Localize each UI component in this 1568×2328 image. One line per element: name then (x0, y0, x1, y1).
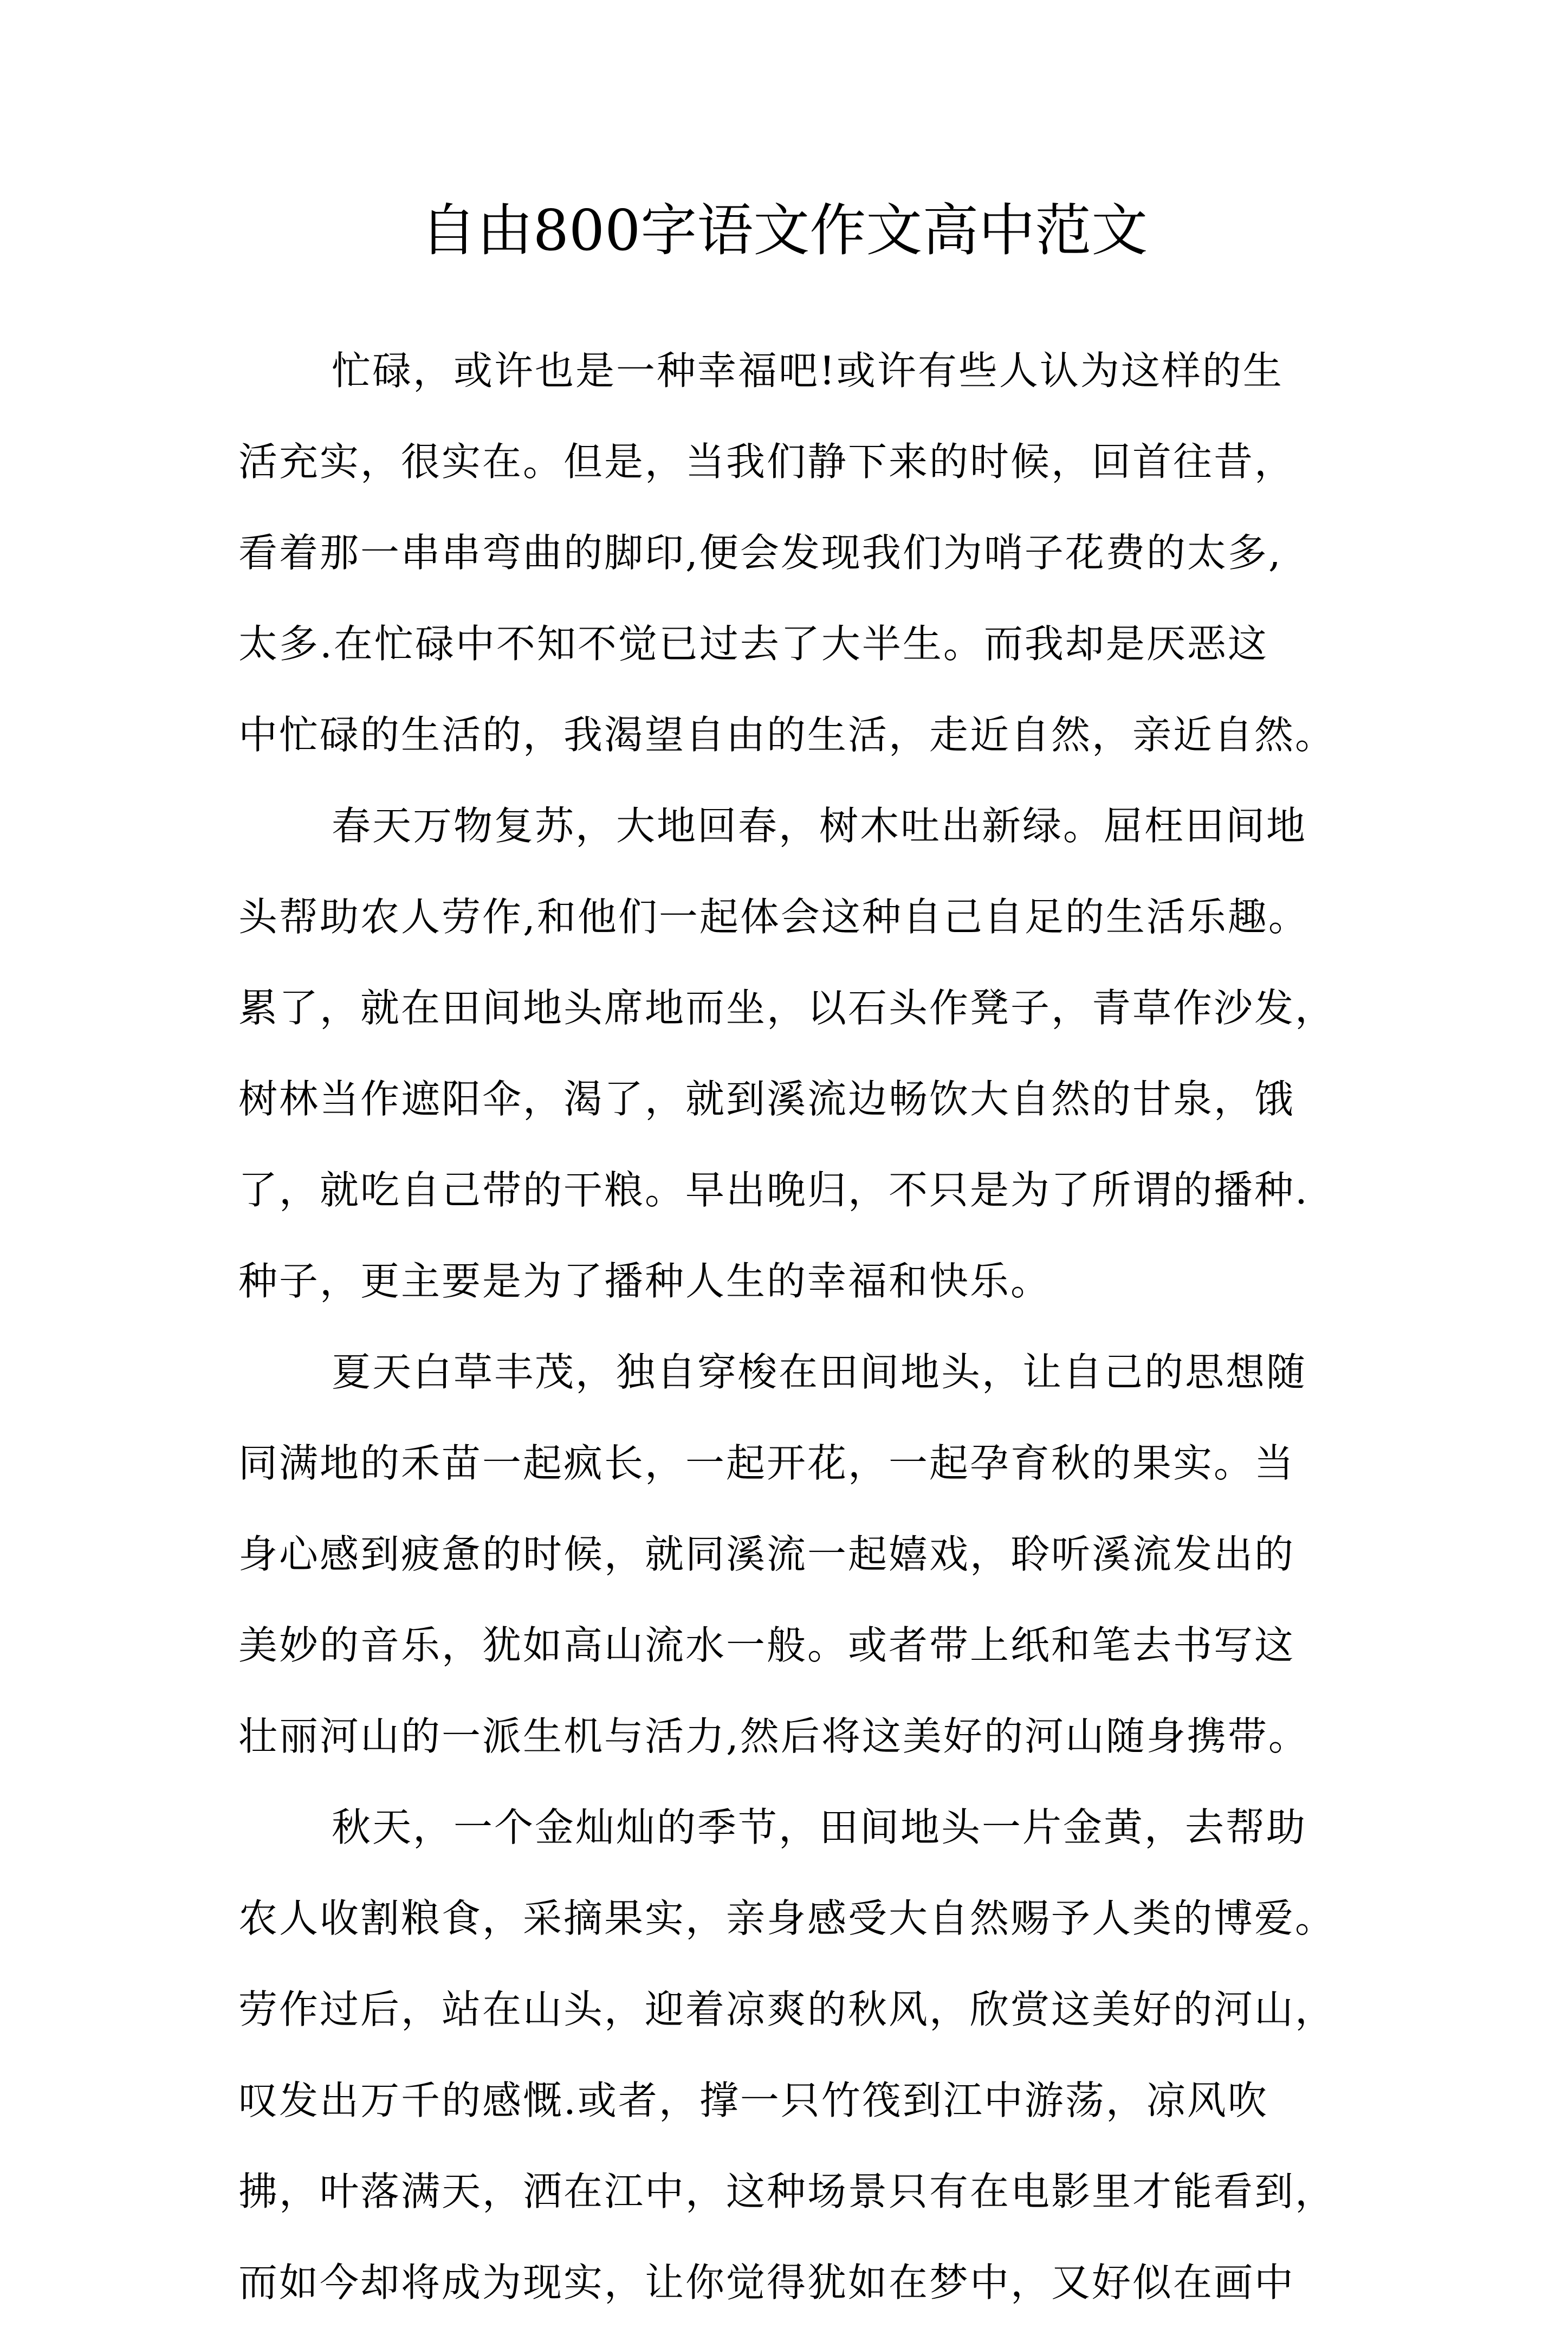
text-line: 叹发出万千的感慨.或者，撑一只竹筏到江中游荡，凉风吹 (238, 2078, 1268, 2123)
text-line: 美妙的音乐，犹如高山流水一般。或者带上纸和笔去书写这 (238, 1622, 1295, 1668)
text-line: 累了，就在田间地头席地而坐，以石头作凳子，青草作沙发， (238, 985, 1336, 1031)
text-line: 中忙碌的生活的，我渴望自由的生活，走近自然，亲近自然。 (238, 712, 1336, 758)
text-line: 秋天，一个金灿灿的季节，田间地头一片金黄，去帮助 (332, 1805, 1307, 1850)
text-line: 而如今却将成为现实，让你觉得犹如在梦中，又好似在画中 (238, 2260, 1295, 2305)
text-line: 种子，更主要是为了播种人生的幸福和快乐。 (238, 1258, 1052, 1304)
text-line: 拂，叶落满天，洒在江中，这种场景只有在电影里才能看到， (238, 2169, 1336, 2214)
text-line: 树林当作遮阳伞，渴了，就到溪流边畅饮大自然的甘泉，饿 (238, 1076, 1295, 1122)
text-line: 身心感到疲惫的时候，就同溪流一起嬉戏，聆听溪流发出的 (238, 1531, 1295, 1577)
text-line: 同满地的禾苗一起疯长，一起开花，一起孕育秋的果实。当 (238, 1440, 1295, 1486)
document-title: 自由800字语文作文高中范文 (420, 197, 1148, 263)
text-line: 夏天白草丰茂，独自穿梭在田间地头，让自己的思想随 (332, 1349, 1307, 1395)
text-line: 劳作过后，站在山头，迎着凉爽的秋风，欣赏这美好的河山， (238, 1987, 1336, 2032)
text-line: 头帮助农人劳作,和他们一起体会这种自己自足的生活乐趣。 (238, 894, 1309, 940)
document-body (238, 325, 1344, 2328)
text-line: 农人收割粮食，采摘果实，亲身感受大自然赐予人类的博爱。 (238, 1896, 1336, 1941)
text-line: 太多.在忙碌中不知不觉已过去了大半生。而我却是厌恶这 (238, 621, 1268, 667)
text-line: 忙碌，或许也是一种幸福吧!或许有些人认为这样的生 (332, 348, 1284, 393)
text-line: 春天万物复苏，大地回春，树木吐出新绿。屈枉田间地 (332, 803, 1307, 849)
text-line: 了，就吃自己带的干粮。早出晚归，不只是为了所谓的播种. (238, 1167, 1309, 1213)
text-line: 壮丽河山的一派生机与活力,然后将这美好的河山随身携带。 (238, 1713, 1309, 1759)
text-line: 看着那一串串弯曲的脚印,便会发现我们为哨子花费的太多, (238, 530, 1282, 575)
text-line: 活充实，很实在。但是，当我们静下来的时候，回首往昔， (238, 439, 1295, 484)
